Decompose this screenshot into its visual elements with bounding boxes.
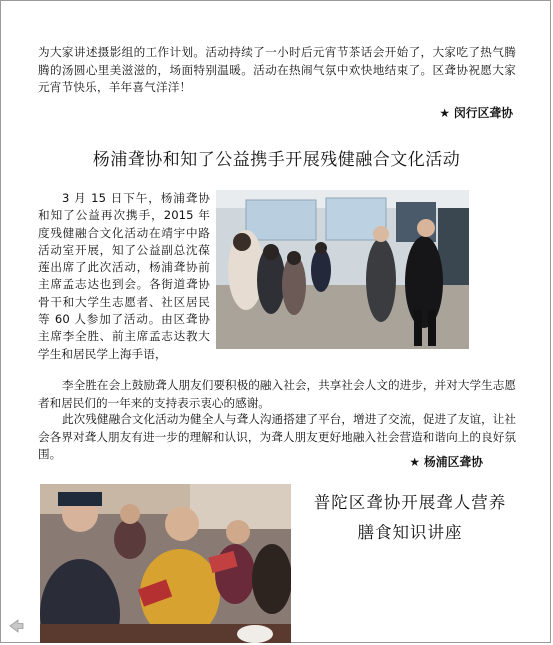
back-arrow-icon[interactable] [8, 618, 24, 634]
yangpu-article-title: 杨浦聋协和知了公益携手开展残健融合文化活动 [92, 150, 461, 170]
putuo-article-title [300, 488, 520, 548]
yangpu-signature: ★ 杨浦区聋协 [409, 455, 483, 469]
putuo-title-line2: 膳食知识讲座 [357, 523, 463, 542]
yangpu-continued-paragraph: 李全胜在会上鼓励聋人朋友们要积极的融入社会，共享社会人文的进步，并对大学生志愿者和居民们的一年来的支持表示衷心的感谢。 [38, 378, 516, 410]
sign-language-class-photo [216, 190, 469, 349]
putuo-title-line1: 普陀区聋协开展聋人营养 [313, 493, 507, 512]
minhang-paragraph: 为大家讲述摄影组的工作计划。活动持续了一小时后元宵节茶话会开始了，大家吃了热气腾腾的汤圆心里美滋滋的，场面特别温暖。活动在热闹气氛中欢快地结束了。区聋协祝愿大家元宵节快乐，羊年喜气洋洋！ [38, 45, 516, 94]
yangpu-closing-paragraph: 此次残健融合文化活动为健全人与聋人沟通搭建了平台，增进了交流，促进了友谊，让社会各界对聋人朋友有进一步的理解和认识，为聋人朋友更好地融入社会营造和谐向上的良好氛围。 [38, 412, 516, 461]
yangpu-intro-paragraph: 3 月 15 日下午，杨浦聋协和知了公益再次携手，2015 年度残健融合文化活动在靖宇中路活动室开展，知了公益副总沈葆莲出席了此次活动，杨浦聋协前主席孟志达也到会。各街道聋协骨干和大学生志愿者、社区居民等 60 人参加了活动。由区聋协主席李全胜、前主席孟志达教大学生和居民学上海手语， [38, 191, 210, 361]
minhang-signature: ★ 闵行区聋协 [439, 106, 513, 120]
nutrition-lecture-photo [40, 484, 291, 643]
